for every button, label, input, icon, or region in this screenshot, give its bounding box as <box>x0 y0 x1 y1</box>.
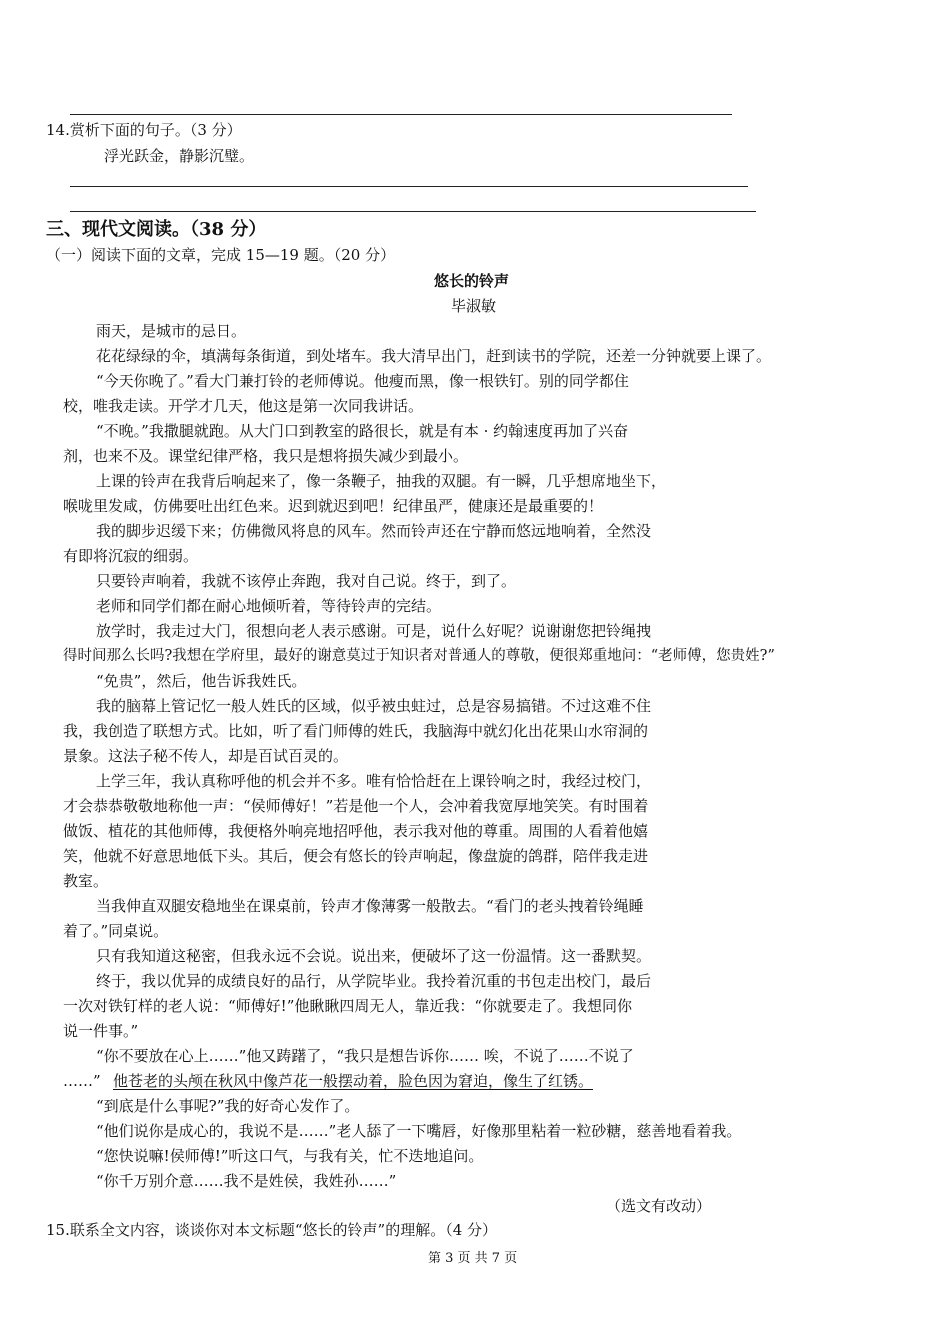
underlined-sentence: 他苍老的头颅在秋风中像芦花一般摆动着，脸色因为窘迫，像生了红锈。 <box>113 1072 594 1090</box>
article-line: 放学时，我走过大门，很想向老人表示感谢。可是，说什么好呢？说谢谢您把铃绳拽 <box>96 622 652 640</box>
article-line: 说一件事。” <box>63 1022 139 1040</box>
question-14: 14.赏析下面的句子。（3 分） <box>46 121 242 139</box>
quoted-sentence: 浮光跃金，静影沉璧。 <box>104 147 255 165</box>
article-line: “不晚。”我撒腿就跑。从大门口到教室的路很长，就是有本 · 约翰速度再加了兴奋 <box>96 422 629 440</box>
question-15: 15.联系全文内容，谈谈你对本文标题“悠长的铃声”的理解。（4 分） <box>46 1221 498 1239</box>
article-line: 景象。这法子秘不传人，却是百试百灵的。 <box>63 747 349 765</box>
article-line: 一次对铁钉样的老人说：“师傅好!”他瞅瞅四周无人，靠近我：“你就要走了。我想同你 <box>63 997 633 1015</box>
article-line: “他们说你是成心的，我说不是……”老人舔了一下嘴唇，好像那里粘着一粒砂糖，慈善地看着我。 <box>96 1122 742 1140</box>
article-line: 上学三年，我认真称呼他的机会并不多。唯有恰恰赶在上课铃响之时，我经过校门， <box>96 772 652 790</box>
article-line: “你千万别介意……我不是姓侯，我姓孙……” <box>96 1172 397 1190</box>
article-line: 有即将沉寂的细弱。 <box>63 547 199 565</box>
article-line: 只有我知道这秘密，但我永远不会说。说出来，便破坏了这一份温情。这一番默契。 <box>96 947 652 965</box>
article-line: “今天你晚了。”看大门兼打铃的老师傅说。他瘦而黑，像一根铁钉。别的同学都住 <box>96 372 629 390</box>
article-line: 我的脚步迟缓下来；仿佛微风将息的风车。然而铃声还在宁静而悠远地响着，全然没 <box>96 522 652 540</box>
article-line: 校，唯我走读。开学才几天，他这是第一次同我讲话。 <box>63 397 424 415</box>
article-line: 我，我创造了联想方式。比如，听了看门师傅的姓氏，我脑海中就幻化出花果山水帘洞的 <box>63 722 649 740</box>
article-line: 老师和同学们都在耐心地倾听着，等待铃声的完结。 <box>96 597 442 615</box>
article-line: “你不要放在心上……”他又踌躇了，“我只是想告诉你…… 唉，不说了……不说了 <box>96 1047 634 1065</box>
article-line: 终于，我以优异的成绩良好的品行，从学院毕业。我拎着沉重的书包走出校门，最后 <box>96 972 652 990</box>
article-line: 当我伸直双腿安稳地坐在课桌前，铃声才像薄雾一般散去。“看门的老头拽着铃绳睡 <box>96 897 644 915</box>
article-line: 教室。 <box>63 872 109 890</box>
answer-line <box>70 211 756 212</box>
article-line: 上课的铃声在我背后响起来了，像一条鞭子，抽我的双腿。有一瞬，几乎想席地坐下， <box>96 472 667 490</box>
article-line: ……” <box>63 1072 101 1090</box>
answer-line <box>70 114 732 115</box>
article-line: 喉咙里发咸，仿佛要吐出红色来。迟到就迟到吧！纪律虽严，健康还是最重要的！ <box>63 497 604 515</box>
reading-instruction: （一）阅读下面的文章，完成 15—19 题。（20 分） <box>46 246 396 264</box>
article-line: 我的脑幕上管记忆一般人姓氏的区域，似乎被虫蛀过，总是容易搞错。不过这难不住 <box>96 697 652 715</box>
article-line: 得时间那么长吗?我想在学府里，最好的谢意莫过于知识者对普通人的尊敬，便很郑重地问：“老师傅，您贵姓?” <box>63 648 775 664</box>
section-heading: 三、现代文阅读。（38 分） <box>46 219 267 240</box>
answer-line <box>70 186 748 187</box>
article-line: 花花绿绿的伞，填满每条街道，到处堵车。我大清早出门，赶到读书的学院，还差一分钟就要上课了。 <box>96 347 772 365</box>
article-line: 做饭、植花的其他师傅，我便格外响亮地招呼他，表示我对他的尊重。周围的人看着他嬉 <box>63 822 649 840</box>
article-line: “到底是什么事呢?”我的好奇心发作了。 <box>96 1097 360 1115</box>
article-line: “免贵”，然后，他告诉我姓氏。 <box>96 672 307 690</box>
page-number: 第 3 页 共 7 页 <box>428 1251 518 1266</box>
article-line: 着了。”同桌说。 <box>63 922 169 940</box>
article-title: 悠长的铃声 <box>434 272 510 290</box>
source-note: （选文有改动） <box>606 1197 712 1215</box>
article-line: 笑，他就不好意思地低下头。其后，便会有悠长的铃声响起，像盘旋的鸽群，陪伴我走进 <box>63 847 649 865</box>
article-author: 毕淑敏 <box>451 297 497 315</box>
article-line: 剂，也来不及。课堂纪律严格，我只是想将损失减少到最小。 <box>63 447 469 465</box>
article-line: “您快说嘛!侯师傅!”听这口气，与我有关，忙不迭地追问。 <box>96 1147 484 1165</box>
article-line: 只要铃声响着，我就不该停止奔跑，我对自己说。终于，到了。 <box>96 572 517 590</box>
article-line: 雨天，是城市的忌日。 <box>96 322 247 340</box>
article-line: 才会恭恭敬敬地称他一声：“侯师傅好！”若是他一个人，会冲着我宽厚地笑笑。有时围着 <box>63 797 649 815</box>
